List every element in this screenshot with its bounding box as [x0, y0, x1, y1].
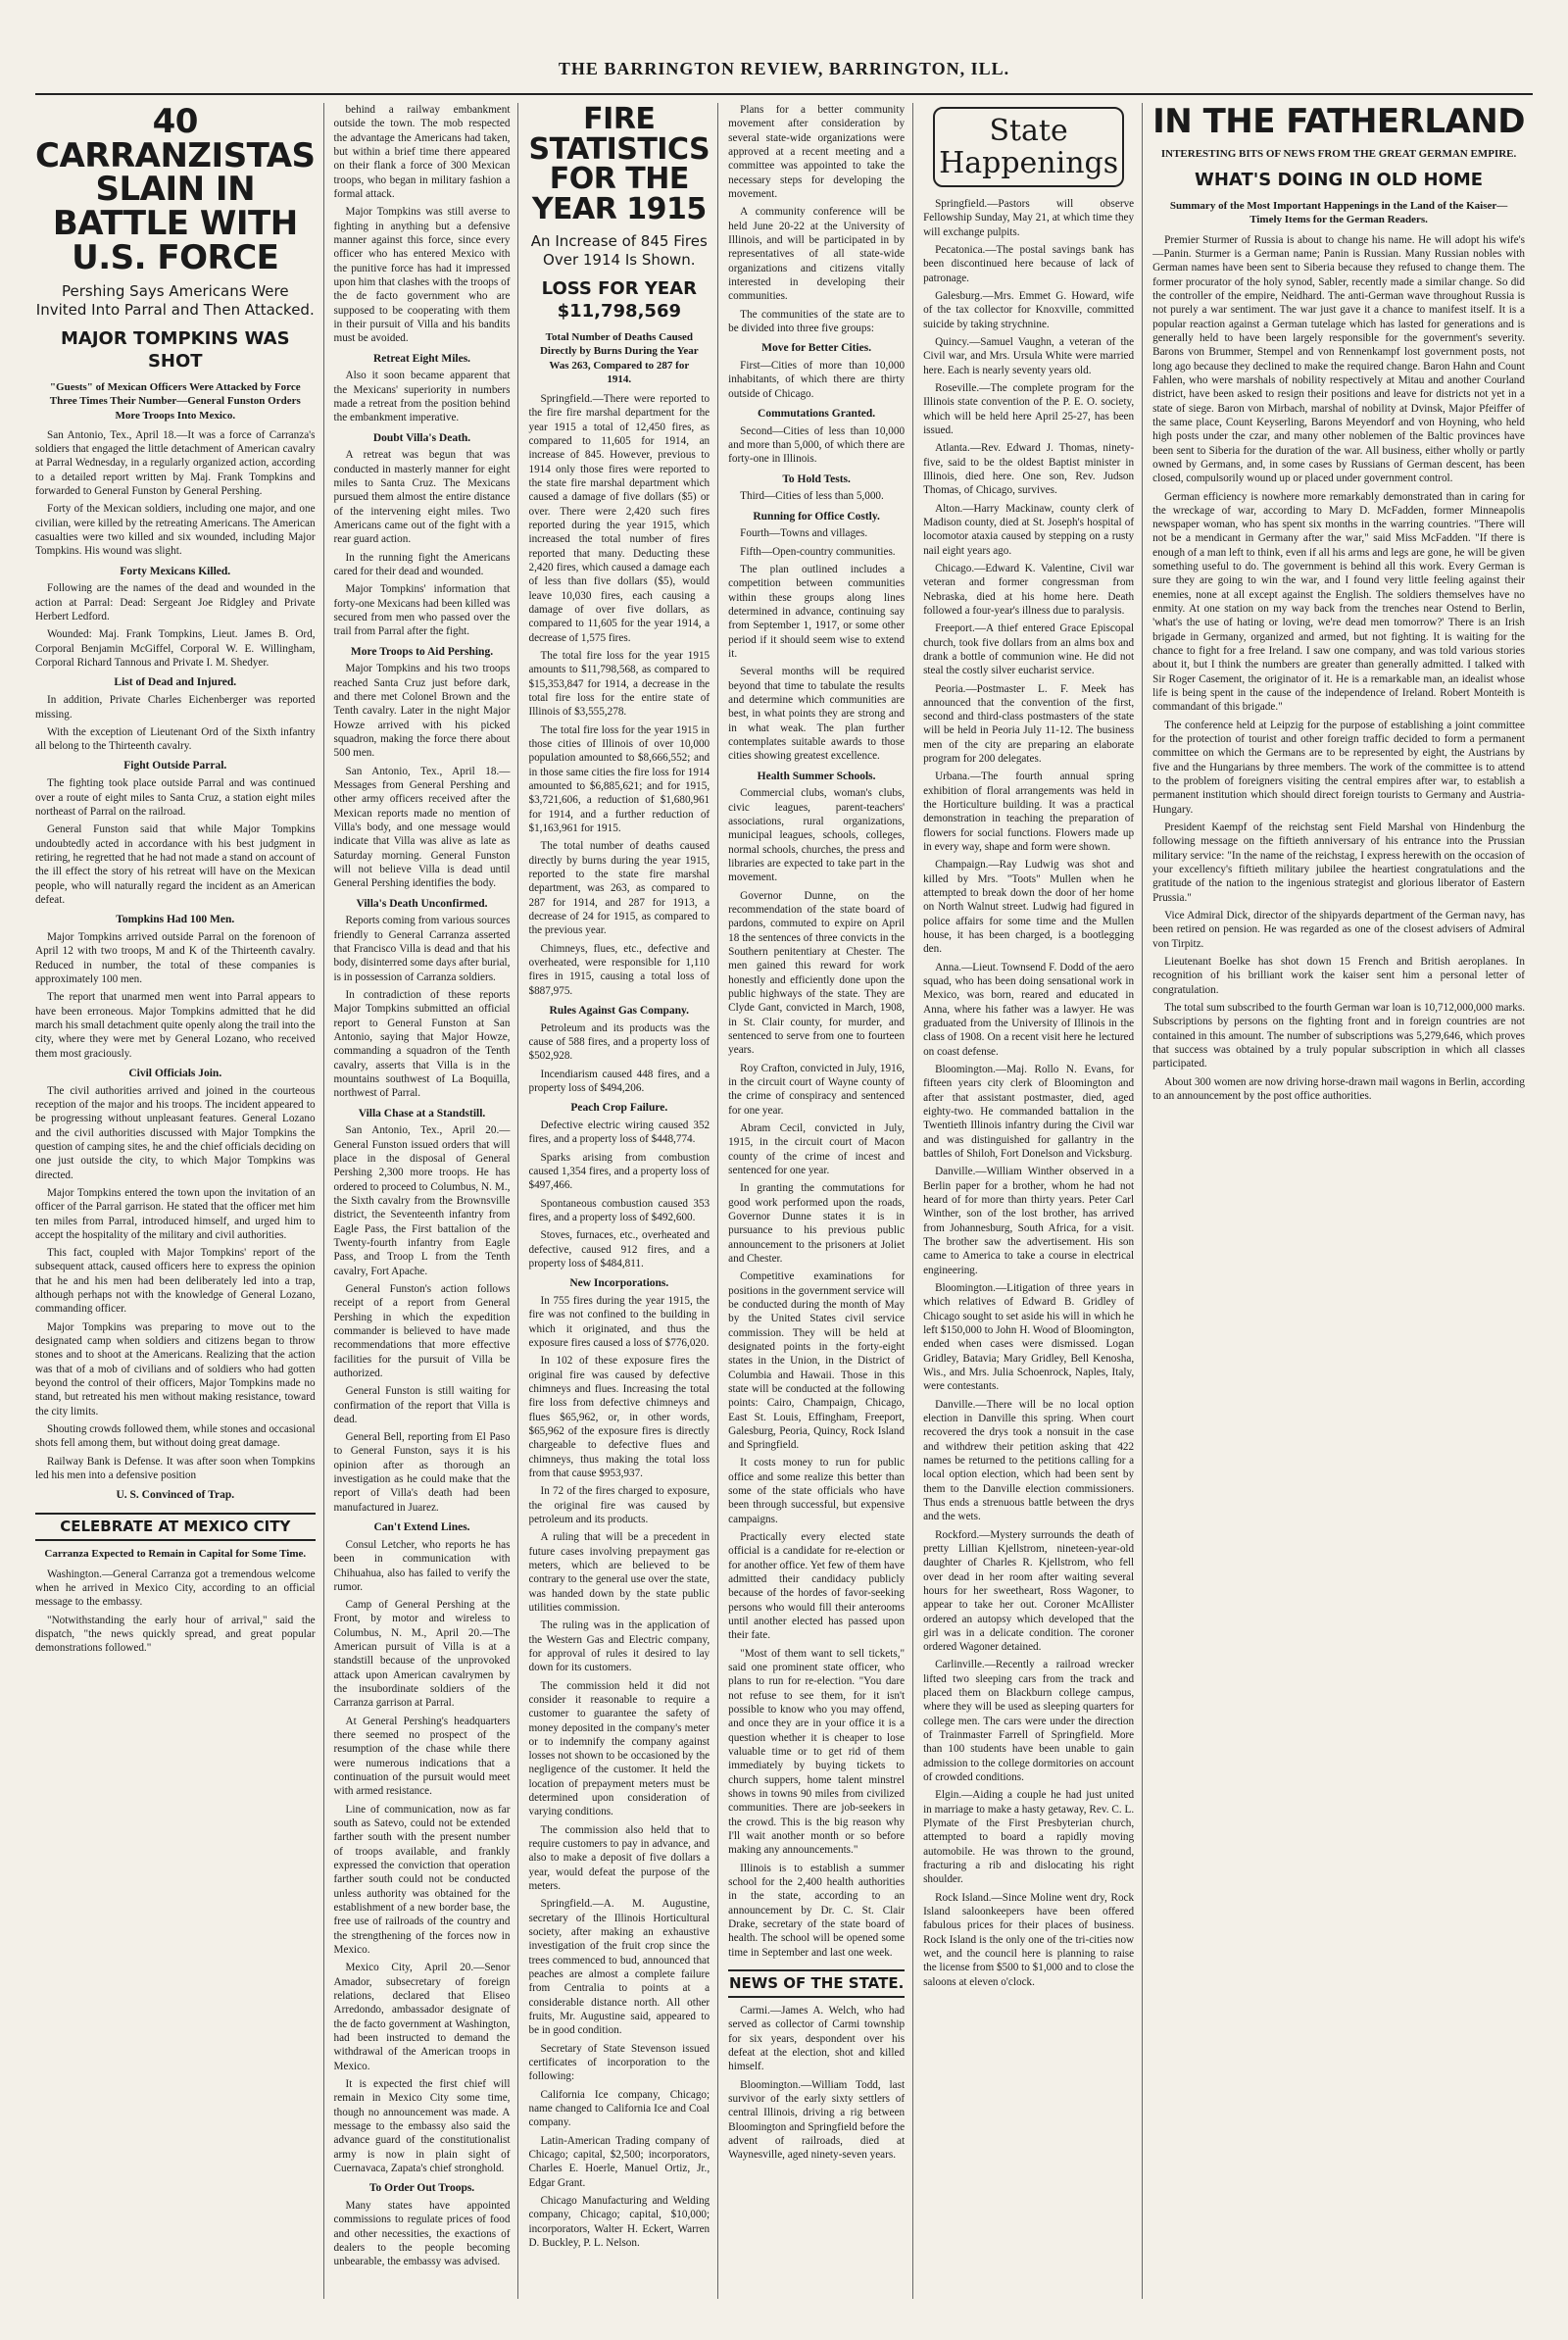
- article-body-col3: [528, 392, 710, 2250]
- paragraph: Bloomington.—Litigation of three years in which relatives of Edward B. Gridley of Chicago sought to set aside his will in which he left $150,000 to John H. Wood of Bloomington, ended when cases were dismissed. Logan Gridley, Batavia; Mary Gridley, Bell Kenosha, Wis., and Mrs. Julia Schoenrock, Naples, Italy, were contestants.: [923, 1281, 1135, 1393]
- paragraph: Springfield.—A. M. Augustine, secretary of the Illinois Horticultural society, after making an exhaustive investigation of the fruit crop since the trees commenced to bud, announced that peaches are almost a complete failure from Centralia to points at a considerable distance north. All other fruits, Mr. Augustine said, appeared to be in good condition.: [528, 1898, 710, 2037]
- deck-pershing: Pershing Says Americans Were Invited Into Parral and Then Attacked.: [35, 282, 315, 320]
- subhead: Tompkins Had 100 Men.: [116, 914, 235, 926]
- paragraph: A ruling that will be a precedent in future cases involving prepayment gas meters, which are believed to be contrary to the general use over the state, was handed down by the state public utilities commission.: [528, 1531, 710, 1614]
- headline-fire-statistics: FIRE STATISTICS FOR THE YEAR 1915: [528, 102, 710, 226]
- paragraph: Roseville.—The complete program for the Illinois state convention of the P. E. O. society, which will be held here April 25-27, has been issued.: [923, 381, 1135, 436]
- deck-loss: LOSS FOR YEAR $11,798,569: [541, 277, 697, 322]
- paragraph: Commercial clubs, woman's clubs, civic leagues, parent-teachers' associations, rural organizations, municipal leagues, schools, colleges, normal schools, churches, the press and libraries are expected to take part in the movement.: [728, 787, 906, 884]
- paragraph: Latin-American Trading company of Chicago; capital, $2,500; incorporators, Charles E. Hoerle, Manuel Ortiz, Jr., Edgar Grant.: [528, 2134, 710, 2189]
- deck-carranza-capital: Carranza Expected to Remain in Capital for Some Time.: [44, 1548, 307, 1561]
- paragraph: Governor Dunne, on the recommendation of the state board of pardons, commuted to expire on April 18 the sentences of three convicts in the Southern penitentiary at Chester. The men gained this reward for work honestly and efficiently done upon the public highways of the state. They are Clyde Gant, convicted in March, 1908, in St. Clair county, for murder, and sentenced to serve from one to fourteen years.: [728, 889, 906, 1057]
- column-5: [923, 103, 1143, 2299]
- paragraph: Vice Admiral Dick, director of the shipyards department of the German navy, has been retired on pension. He was regarded as one of the closest advisers of Admiral von Tirpitz.: [1152, 910, 1525, 950]
- subhead: Forty Mexicans Killed.: [120, 565, 231, 577]
- paragraph: Fourth—Towns and villages.: [740, 527, 868, 540]
- paragraph: The total fire loss for the year 1915 amounts to $11,798,568, as compared to $15,353,847 for 1914, a decrease in the total fire loss for the entire state of Illinois of $3,555,278.: [528, 650, 710, 719]
- paragraph: In the running fight the Americans cared for their dead and wounded.: [333, 551, 511, 577]
- paragraph: Shouting crowds followed them, while stones and occasional shots fell among them, but without doing great damage.: [35, 1423, 316, 1450]
- paragraph: General Bell, reporting from El Paso to General Funston, says it is his opinion after as thorough an investigation as he could make that the report of Villa's death had been manufactured in Juarez.: [333, 1431, 511, 1514]
- paragraph: With the exception of Lieutenant Ord of the Sixth infantry all belong to the Thirteenth cavalry.: [35, 725, 316, 753]
- paragraph: "Most of them want to sell tickets," said one prominent state officer, who plans to run for re-election. "You dare not refuse to see them, for it isn't possible to know who you may offend, and once they are in your office it is a question whether it is cheaper to lose valuable time or to get rid of them immediately by buying tickets to church suppers, home talent minstrel shows in towns 90 miles from civilized communities. There are job-seekers in the crowd. This is the big reason why I'll wait another month or so before making any announcements.": [728, 1647, 906, 1857]
- paragraph: Chicago Manufacturing and Welding company, Chicago; capital, $10,000; incorporators, Walter H. Eckert, Warren D. Buckley, P. L. Nelson.: [528, 2195, 710, 2249]
- paragraph: Incendiarism caused 448 fires, and a property loss of $494,206.: [528, 1068, 710, 1094]
- paragraph: In addition, Private Charles Eichenberger was reported missing.: [35, 694, 316, 721]
- paragraph: Sparks arising from combustion caused 1,354 fires, and a property loss of $497,466.: [528, 1151, 710, 1192]
- subhead: U. S. Convinced of Trap.: [116, 1489, 235, 1502]
- paragraph: "Notwithstanding the early hour of arrival," said the dispatch, "the news quickly spread, and great popular demonstrations followed.": [35, 1614, 316, 1655]
- paragraph: Defective electric wiring caused 352 fires, and a property loss of $448,774.: [528, 1119, 710, 1146]
- paragraph: Major Tompkins' information that forty-one Mexicans had been killed was secured from men who passed over the trail from Parral after the fight.: [333, 583, 511, 638]
- paragraph: Springfield.—There were reported to the fire fire marshal department for the year 1915 a total of 12,450 fires, as compared to 11,605 for 1914, an increase of 845. However, previous to 1914 only those fires were reported to the state fire marshal department which caused a damage of five dollars ($5) or over. There were 2,420 such fires reported during the year 1915, which increased the total number of fires reported that many. Deducting these 2,420 fires, which caused a damage each of less than five dollars ($5), would leave 10,030 fires, each causing a damage of over five dollars, as compared to 11,605 for the year 1914, a decrease of 1,575 fires.: [528, 393, 710, 644]
- article-body-col4: [728, 103, 905, 1960]
- paragraph: The communities of the state are to be divided into three five groups:: [728, 308, 906, 334]
- deck-interesting-bits: INTERESTING BITS OF NEWS FROM THE GREAT GERMAN EMPIRE.: [1160, 147, 1517, 160]
- paragraph: Danville.—William Winther observed in a Berlin paper for a brother, whom he had not heard of for more than thirty years. Peter Carl Winther, son of the lost brother, has arrived from Johannesburg, South Africa, for a visit. The brother saw the advertisement. His son came to America to take a course in electrical engineering.: [923, 1166, 1135, 1276]
- paragraph: General Funston said that while Major Tompkins undoubtedly acted in accordance with his best judgment in retiring, he regretted that he had not made a stand on account of the ill effect the story of his retreat will have on the Mexican people, who will naturally regard the incident as an American defeat.: [35, 823, 316, 906]
- section-title-news-of-state: NEWS OF THE STATE.: [728, 1969, 905, 1998]
- paragraph: Quincy.—Samuel Vaughn, a veteran of the Civil war, and Mrs. Ursula White were married here. Each is nearly seventy years old.: [923, 335, 1135, 376]
- article-body-col6: [1152, 233, 1525, 1104]
- paragraph: The total number of deaths caused directly by burns during the year 1915, reported to the state fire marshal department, was 263, as compared to 287 for 1914, and 287 for 1913, a decrease of 24 for 1915, as compared to the previous year.: [528, 840, 710, 937]
- subhead: Running for Office Costly.: [753, 510, 880, 523]
- paragraph: Lieutenant Boelke has shot down 15 French and British aeroplanes. In recognition of his brilliant work the kaiser sent him a personal letter of congratulation.: [1152, 956, 1525, 996]
- paragraph: The civil authorities arrived and joined in the courteous reception of the major and his troops. The incident appeared to be progressing without unpleasant features. General Lozano and the civil authorities discussed with Major Tompkins the question of camping sites, he and the chief officials deciding on one just outside the city, to which Major Tompkins was directed.: [35, 1084, 316, 1181]
- deck-deaths: Total Number of Deaths Caused Directly by Burns During the Year Was 263, Compared to 287 for 1914.: [539, 330, 699, 385]
- paragraph: Major Tompkins was still averse to fighting in anything but a defensive manner against this force, since every officer who has entered Mexico with the punitive force has had it impressed upon him that clashes with the troops of the de facto government who are supposed to be cooperating with them in their pursuit of Villa and his bandits must be avoided.: [333, 206, 511, 345]
- subhead: Villa's Death Unconfirmed.: [356, 897, 488, 910]
- subhead: More Troops to Aid Pershing.: [350, 645, 494, 658]
- paragraph: Wounded: Maj. Frank Tompkins, Lieut. James B. Ord, Corporal Benjamin McGiffel, Corporal W. E. Willingham, Corporal Richard Tannous and Private I. M. Shedyer.: [35, 628, 316, 670]
- paragraph: Peoria.—Postmaster L. F. Meek has announced that the convention of the first, second and third-class postmasters of the state will be held in Peoria July 11-12. The business men of the city are preparing an elaborate program for 200 delegates.: [923, 682, 1135, 766]
- article-body-col2: [334, 103, 511, 2269]
- deck-summary: Summary of the Most Important Happenings in the Land of the Kaiser—Timely Items for the German Readers.: [1169, 200, 1508, 226]
- paragraph: Danville.—There will be no local option election in Danville this spring. When court recovered the drys took a nonsuit in the case and withdrew their petition asking that 422 names be returned to the petitions calling for a local option election, which had been sent by them to the Danville election commissioners. Thus ends a strenuous battle between the drys and the wets.: [923, 1398, 1135, 1523]
- paragraph: Urbana.—The fourth annual spring exhibition of floral arrangements was held in the Horticulture building. It was a practical demonstration in teaching the preparation of flowers for social functions. Flowers made up in every way, shape and form were shown.: [923, 771, 1135, 854]
- column-4: [728, 103, 913, 2299]
- article-body-col5: [923, 197, 1134, 1989]
- paragraph: Petroleum and its products was the cause of 588 fires, and a property loss of $502,928.: [528, 1021, 710, 1063]
- subhead: Can't Extend Lines.: [373, 1521, 470, 1534]
- paragraph: Line of communication, now as far south as Satevo, could not be extended farther south with the present number of troops available, and frankly expressed the conviction that operation farther south could not be conducted unless authority was obtained for the establishment of a new border base, the free use of railroads of the country and the strengthening of the forces now in Mexico.: [333, 1803, 511, 1957]
- headline-carranzistas: 40 CARRANZISTAS SLAIN IN BATTLE WITH U.S. FORCE: [35, 102, 316, 277]
- paragraph: behind a railway embankment outside the town. The mob respected the advantage the Americans had taken, but within a brief time there appeared on their flank a force of 300 Mexican troops, who began in military fashion a formal attack.: [333, 104, 511, 200]
- paragraph: Spontaneous combustion caused 353 fires, and a property loss of $492,600.: [528, 1197, 710, 1223]
- deck-tompkins: MAJOR TOMPKINS WAS SHOT: [61, 327, 290, 372]
- paragraph: Plans for a better community movement after consideration by several state-wide organizations were approved at a recent meeting and a committee was appointed to take the necessary steps for developing the movement.: [728, 104, 906, 200]
- paragraph: Secretary of State Stevenson issued certificates of incorporation to the following:: [528, 2042, 710, 2083]
- paragraph: The plan outlined includes a competition between communities within these groups along lines determined in advance, continuing say from September 1, 1917, or some other period if it should seem wise to extend it.: [728, 564, 906, 661]
- paragraph: A retreat was begun that was conducted in masterly manner for eight miles to Santa Cruz. The Mexicans pursued them almost the entire distance of the intervening eight miles. Two Americans came out of the fight with a rear guard action.: [333, 449, 511, 546]
- paragraph: The commission held it did not consider it reasonable to require a customer to guarantee the safety of money deposited in the company's meter or to indemnify the company against losses not shown to be occasioned by the negligence of the customer. It held the location of prepayment meters must be determined upon consideration of varying conditions.: [528, 1679, 710, 1818]
- paragraph: It is expected the first chief will remain in Mexico City some time, though no announcement was made. A message to the embassy also said the advance guard of the constitutionalist army is now in plain sight of Cuernavaca, Zapata's chief stronghold.: [333, 2077, 511, 2174]
- paragraph: Practically every elected state official is a candidate for re-election or for another office. Yet few of them have admitted their candidacy publicly because of the hordes of favor-seeking persons who would fill their anterooms until another elected has passed upon their fate.: [728, 1531, 906, 1642]
- deck-guests: "Guests" of Mexican Officers Were Attacked by Force Three Times Their Number—General Funston Orders More Troops Into Mexico.: [49, 380, 301, 422]
- paragraph: Also it soon became apparent that the Mexicans' superiority in numbers made a retreat from the position behind the embankment imperative.: [333, 370, 511, 424]
- paragraph: The report that unarmed men went into Parral appears to have been erroneous. Major Tompkins admitted that he did march his small detachment quite openly along the trail into the city, where they were met by General Lozano, who received them most graciously.: [35, 991, 316, 1060]
- paragraph: San Antonio, Tex., April 18.—It was a force of Carranza's soldiers that engaged the little detachment of American cavalry at Parral Wednesday, in a regularly organized action, according to a detailed report written by Maj. Frank Tompkins and forwarded to General Funston by General Pershing.: [35, 428, 316, 498]
- paragraph: Consul Letcher, who reports he has been in communication with Chihuahua, also has failed to verify the rumor.: [333, 1538, 511, 1593]
- subhead: Retreat Eight Miles.: [372, 352, 471, 365]
- headline-fatherland: IN THE FATHERLAND: [1152, 102, 1525, 141]
- paragraph: Rock Island.—Since Moline went dry, Rock Island saloonkeepers have been offered fabulous prices for their places of business. Rock Island is the only one of the tri-cities now wet, and the council here is planning to raise the license from $500 to $1,000 and to close the saloons at eleven o'clock.: [923, 1891, 1135, 1988]
- subhead: Commutations Granted.: [758, 407, 876, 420]
- masthead-rule: [35, 93, 1533, 95]
- paragraph: Premier Sturmer of Russia is about to change his name. He will adopt his wife's—Panin. Sturmer is a German name; Panin is Russian. Many Russian nobles with German names have been sent to Siberia because they refused to change them. The former procurator of the holy synod, Sabler, recently made a similar change. So did the controller of the empire, Neidhard. The anti-German wave throughout Russia is not purely a war sentiment. The war just gave it a chance to manifest itself. It is a popular reaction against a German tutelage which has lasted for generations and is generally held to have been largely responsible for the government's severity. Barons von Brummer, Stempel and von Rennenkampf lost government posts, not long ago because they declined to make the required change. Baron Hahn and Count Fahlen, who were marshals of nobility respectively at Mitau and another Courland district, have been asked to resign their positions and leave for districts not yet in a state of siege. Baron von Mirbach, marshal of nobility at Dvinsk, Major Pfeiffer of the same place, Count Keyserling, Barons Meyendorf and von Hoyning, who held high posts under the czar, and many other noblemen of the Baltic provinces have been sent to Siberia for the duration of the war. All business, either wholly or partly owned by Germans, and, in some cases by Russians of German descent, has been closed, compulsorily wound up or placed under government control.: [1152, 233, 1525, 485]
- subhead: Peach Crop Failure.: [570, 1102, 668, 1115]
- section-title-state-happenings: State Happenings: [933, 107, 1124, 187]
- columns: [35, 103, 1533, 2299]
- subhead: Fight Outside Parral.: [123, 760, 227, 772]
- paragraph: Elgin.—Aiding a couple he had just united in marriage to make a hasty getaway, Rev. C. L. Plymate of the First Presbyterian church, attempted to board a rapidly moving automobile. He was thrown to the ground, fracturing a rib and dislocating his right shoulder.: [923, 1789, 1135, 1886]
- paragraph: Competitive examinations for positions in the government service will be conducted during the month of May by the United States civil service commission. They will be held at designated points in the forty-eight states in the Union, in the District of Columbia and Hawaii. Those in this state will be conducted at the following points: Cairo, Champaign, Chicago, East St. Louis, Effingham, Freeport, Galesburg, Peoria, Quincy, Rock Island and Springfield.: [728, 1270, 906, 1452]
- paragraph: Springfield.—Pastors will observe Fellowship Sunday, May 21, at which time they will exchange pulpits.: [923, 198, 1135, 238]
- paragraph: Washington.—General Carranza got a tremendous welcome when he arrived in Mexico City, according to an official message to the embassy.: [35, 1568, 316, 1609]
- section-title-celebrate: CELEBRATE AT MEXICO CITY: [35, 1513, 316, 1541]
- paragraph: Several months will be required beyond that time to tabulate the results and determine which communities are best, in what points they are strong and in what weak. The plan further contemplates suitable awards to those cities showing greatest excellence.: [728, 666, 906, 763]
- paragraph: The conference held at Leipzig for the purpose of establishing a joint committee for the protection of tourist and other foreign traffic decided to form a permanent committee on which the Germans are to be represented by eight, the Austrians by five and the Hungarians by three members. The work of the committee is to attend to the problem of foreigners visiting the central empires after war, to establish a permanent institution which should direct foreign tourists to Germany and Austria-Hungary.: [1152, 719, 1525, 816]
- paragraph: Chimneys, flues, etc., defective and overheated, were responsible for 1,110 fires in 1915, causing a total loss of $887,975.: [528, 942, 710, 997]
- paragraph: Illinois is to establish a summer school for the 2,400 health authorities in the state, according to an announcement by Dr. C. St. Clair Drake, secretary of the state board of health. The school will be opened some time in September and last one week.: [728, 1862, 906, 1959]
- paragraph: In 755 fires during the year 1915, the fire was not confined to the building in which it originated, and thus the exposure fires caused a loss of $776,020.: [528, 1294, 710, 1349]
- paragraph: First—Cities of more than 10,000 inhabitants, of which there are thirty outside of Chicago.: [728, 359, 906, 400]
- paragraph: General Funston is still waiting for confirmation of the report that Villa is dead.: [333, 1385, 511, 1425]
- paragraph: The fighting took place outside Parral and was continued over a route of eight miles to Santa Cruz, a station eight miles northeast of Parral on the railroad.: [35, 777, 316, 818]
- paragraph: Following are the names of the dead and wounded in the action at Parral: Dead: Sergeant Joe Ridgley and Private Herbert Ledford.: [35, 582, 316, 623]
- paragraph: Bloomington.—William Todd, last survivor of the early sixty settlers of central Illinois, driving a rig between Bloomington and Springfield before the advent of railroads, died at Waynesville, aged ninety-seven years.: [728, 2078, 906, 2162]
- paragraph: Fifth—Open-country communities.: [740, 545, 896, 558]
- paragraph: Roy Crafton, convicted in July, 1916, in the circuit court of Wayne county of the crime of conspiracy and sentenced for one year.: [728, 1062, 906, 1117]
- column-2: [334, 103, 519, 2299]
- subhead: New Incorporations.: [569, 1277, 669, 1290]
- paragraph: This fact, coupled with Major Tompkins' report of the subsequent attack, caused officers here to express the opinion that he and his men had been deliberately led into a trap, although perhaps not with the knowledge of General Lozano, commanding officer.: [35, 1247, 316, 1316]
- subhead: Rules Against Gas Company.: [549, 1004, 690, 1017]
- paragraph: Freeport.—A thief entered Grace Episcopal church, took five dollars from an alms box and drank a bottle of communion wine. He did not steal the costly silver eucharist service.: [923, 622, 1135, 677]
- paragraph: San Antonio, Tex., April 18.—Messages from General Pershing and other army officers received after the Mexican reports made no mention of Villa's body, and one message would indicate that Villa was alive as late as Saturday morning. General Funston will not believe Villa is dead until General Pershing identifies the body.: [333, 765, 511, 890]
- column-1: [35, 103, 324, 2299]
- subhead: Health Summer Schools.: [757, 770, 876, 782]
- paragraph: Major Tompkins entered the town upon the invitation of an officer of the Parral garrison. He stated that the officer met him ten miles from Parral, introduced himself, and urged him to accept the hospitality of the military and civil authorities.: [35, 1186, 316, 1241]
- paragraph: The commission also held that to require customers to pay in advance, and also to make a deposit of five dollars a year, would defeat the purpose of the meters.: [528, 1823, 710, 1893]
- subhead: Move for Better Cities.: [761, 342, 872, 355]
- deck-old-home: WHAT'S DOING IN OLD HOME: [1195, 169, 1484, 190]
- paragraph: Major Tompkins and his two troops reached Santa Cruz just before dark, and there met Colonel Brown and the Tenth cavalry. Later in the night Major Howze arrived with his picked squadron, making the force there about 500 men.: [333, 663, 511, 760]
- paragraph: The total sum subscribed to the fourth German war loan is 10,712,000,000 marks. Subscriptions by persons on the fighting front and in foreign countries are not contained in this amount. The number of subscriptions was 5,279,646, which proves that success was obtained by a truly popular subscription in which all classes participated.: [1152, 1001, 1525, 1070]
- article-body-news-of-state: [728, 2004, 905, 2163]
- masthead-title: THE BARRINGTON REVIEW, BARRINGTON, ILL.: [558, 59, 1010, 78]
- paragraph: Forty of the Mexican soldiers, including one major, and one civilian, were killed by the retreating Americans. The American casualties were two killed and six wounded, including Major Tompkins. His wound was slight.: [35, 503, 316, 558]
- paragraph: Reports coming from various sources friendly to General Carranza asserted that Francisco Villa is dead and that his body, disinterred some days after burial, is in possession of Carranza soldiers.: [333, 915, 511, 983]
- paragraph: Second—Cities of less than 10,000 and more than 5,000, of which there are forty-one in Illinois.: [728, 424, 906, 466]
- paragraph: Camp of General Pershing at the Front, by motor and wireless to Columbus, N. M., April 20.—The American pursuit of Villa is at a standstill because of the unprovoked attack upon American cavalrymen by the insubordinate soldiers of the Carranza garrison at Parral.: [333, 1599, 511, 1710]
- paragraph: Pecatonica.—The postal savings bank has been discontinued here because of lack of patronage.: [923, 243, 1135, 284]
- paragraph: In granting the commutations for good work performed upon the roads, Governor Dunne states it is in pursuance to his previous public announcement to the prisoners at Joliet and Chester.: [728, 1182, 906, 1265]
- paragraph: The ruling was in the application of the Western Gas and Electric company, for approval of rules it desired to lay down for its customers.: [528, 1619, 710, 1674]
- subhead: Civil Officials Join.: [128, 1067, 222, 1079]
- paragraph: Chicago.—Edward K. Valentine, Civil war veteran and former congressman from Nebraska, died at his home here. Death followed a four-year's illness due to paralysis.: [923, 562, 1135, 617]
- article-body-col1: [35, 428, 316, 1503]
- paragraph: Major Tompkins arrived outside Parral on the forenoon of April 12 with two troops, M and K of the Thirteenth cavalry. Reduced in number, the total of these companies is approximately 100 men.: [35, 930, 316, 985]
- paragraph: Carlinville.—Recently a railroad wrecker lifted two sleeping cars from the track and placed them on Blackburn college campus, where they will be used as sleeping quarters for college men. The cars were under the direction of Trainmaster Farrell of Springfield. More than 100 students have been unable to gain admission to the college dormitories on account of crowded conditions.: [923, 1659, 1135, 1784]
- paragraph: In contradiction of these reports Major Tompkins submitted an official report to General Funston at San Antonio, saying that Major Howze, commanding a squadron of the Tenth cavalry, asserts that Villa is in the mountains southwest of La Boquilla, northwest of Parral.: [333, 988, 511, 1100]
- deck-increase: An Increase of 845 Fires Over 1914 Is Shown.: [530, 232, 708, 270]
- paragraph: A community conference will be held June 20-22 at the University of Illinois, and will be participated in by representatives of all state-wide organizations and citizens vitally interested in developing their communities.: [728, 206, 906, 303]
- paragraph: Major Tompkins was preparing to move out to the designated camp when soldiers and citizens began to throw stones and to shoot at the Americans. Realizing that the action was that of a mob of civilians and of soldiers who had gotten beyond the control of their officers, Major Tompkins made no stand, but retreated his men without making resistance, toward the city limits.: [35, 1320, 316, 1418]
- subhead: Villa Chase at a Standstill.: [358, 1107, 486, 1120]
- paragraph: In 102 of these exposure fires the original fire was caused by defective chimneys and flues. Increasing the total fire loss from defective chimneys and flues $65,962, or, in other words, $65,962 of the exposure fires is directly chargeable to defective flues and chimneys, thus making the total loss from that cause $953,937.: [528, 1355, 710, 1479]
- paragraph: Carmi.—James A. Welch, who had served as collector of Carmi township for six years, despondent over his defeat at the election, shot and killed himself.: [728, 2005, 906, 2073]
- paragraph: Bloomington.—Maj. Rollo N. Evans, for fifteen years city clerk of Bloomington and after that assistant postmaster, died, aged eighty-two. He commanded battalion in the Twentieth Illinois infantry during the Civil war and was distinguished for gallantry in the battles of Shiloh, Fort Donelson and Vicksburg.: [923, 1064, 1135, 1160]
- paragraph: Third—Cities of less than 5,000.: [740, 490, 884, 503]
- paragraph: Many states have appointed commissions to regulate prices of food and other necessities, the exactions of dealers to the people becoming unbearable, the embassy was advised.: [333, 2200, 511, 2268]
- paragraph: Galesburg.—Mrs. Emmet G. Howard, wife of the tax collector for Knoxville, committed suicide by taking strychnine.: [923, 289, 1135, 330]
- masthead: [35, 59, 1533, 79]
- paragraph: President Kaempf of the reichstag sent Field Marshal von Hindenburg the following message on the fiftieth anniversary of his entrance into the Prussian military service: "In the name of the reichstag, I express herewith on the occasion of your excellency's fiftieth military jubilee the heartiest congratulations and the gratitude of the nation to the ingenious strategist and glorious liberator of Eastern Prussia.": [1152, 821, 1525, 904]
- paragraph: Stoves, furnaces, etc., overheated and defective, caused 912 fires, and a property loss of $484,811.: [528, 1229, 710, 1270]
- paragraph: It costs money to run for public office and some realize this better than some of the state officials who have been through successful, but expensive campaigns.: [728, 1457, 906, 1525]
- paragraph: General Funston's action follows receipt of a report from General Pershing in which the expedition commander is believed to have made recommendations that more effective facilities for the pursuit of Villa be authorized.: [333, 1282, 511, 1379]
- column-3: [528, 103, 718, 2299]
- paragraph: Abram Cecil, convicted in July, 1915, in the circuit court of Macon county of the crime of incest and sentenced for one year.: [728, 1121, 906, 1176]
- paragraph: Champaign.—Ray Ludwig was shot and killed by Mrs. "Toots" Mullen when he attempted to break down the door of her home on North Walnut street. Ludwig had figured in police affairs for some time and the Mullen house, it has been charged, is a bootlegging den.: [923, 859, 1135, 956]
- paragraph: About 300 women are now driving horse-drawn mail wagons in Berlin, according to an announcement by the post office authorities.: [1152, 1075, 1525, 1102]
- paragraph: Railway Bank is Defense. It was after soon when Tompkins led his men into a defensive position: [35, 1455, 316, 1482]
- paragraph: At General Pershing's headquarters there seemed no prospect of the resumption of the chase while there were numerous indications that a continuation of the pursuit would meet with armed resistance.: [333, 1715, 511, 1798]
- article-body-celebrate: [35, 1568, 316, 1656]
- paragraph: German efficiency is nowhere more remarkably demonstrated than in caring for the wreckage of war, according to Mary D. McFadden, former Minneapolis newspaper woman, who has spent six months in the warring countries. "There will not be a mendicant in Germany after the war," said Miss McFadden. "If there is enough of a man left to think, even if all his arms and legs are gone, he will be given something useful to do. The government is behind all this work. Every German is sure they are going to win the war, and I found very little feeling against their enemies, none at all except against the English. The soldiers themselves have no enmity. At one station on my way back from the trenches near Ostend to Berlin, 'what's the use of hating or loving, we're dead men tomorrow?' There is an Irish brigade in Germany, organized and armed, but not fighting. It is waiting for the chance to fight for a free Ireland. I saw one company, and was told various stories about it, but I think the numbers are greater than generally admitted. I talked with Sir Roger Casement, the originator of it. He is a remarkable man, an idealist whose life is being spent in the cause of the independence of Ireland. Robert Monteith is commandant of this brigade.": [1152, 490, 1525, 714]
- paragraph: Rockford.—Mystery surrounds the death of pretty Lillian Kjellstrom, nineteen-year-old daughter of Charles R. Kjellstrom, who fell over dead in her room after waiting several hours for her sweetheart, Ross Wagoner, to appear to take her out. Coroner McAllister ordered an autopsy which developed that the girl was in a delicate condition. The coroner ordered Wagoner detained.: [923, 1528, 1135, 1654]
- paragraph: In 72 of the fires charged to exposure, the original fire was caused by petroleum and its products.: [528, 1485, 710, 1525]
- subhead: Doubt Villa's Death.: [372, 431, 471, 444]
- paragraph: Atlanta.—Rev. Edward J. Thomas, ninety-five, said to be the oldest Baptist minister in Illinois, died here. One son, Rev. Judson Thomas, of Chicago, survives.: [923, 442, 1135, 497]
- paragraph: California Ice company, Chicago; name changed to California Ice and Coal company.: [528, 2088, 710, 2129]
- paragraph: Mexico City, April 20.—Senor Amador, subsecretary of foreign relations, declared that Eliseo Arredondo, ambassador designate of the de facto government at Washington, had been instructed to demand the withdrawal of the American troops in Mexico.: [333, 1962, 511, 2072]
- subhead: To Order Out Troops.: [368, 2182, 475, 2195]
- paragraph: Alton.—Harry Mackinaw, county clerk of Madison county, died at St. Joseph's hospital of locomotor ataxia caused by stepping on a rusty nail eight years ago.: [923, 502, 1135, 557]
- paragraph: The total fire loss for the year 1915 in those cities of Illinois of over 10,000 population amounted to $8,666,552; and in those same cities the fire loss for 1914 amounted to $6,885,621; and for 1915, $3,721,606, a reduction of $1,680,961 for 1914, and a further reduction of $1,163,961 for 1915.: [528, 723, 710, 834]
- paragraph: San Antonio, Tex., April 20.—General Funston issued orders that will place in the disposal of General Pershing 2,300 more troops. He has ordered to proceed to Columbus, N. M., the Sixth cavalry from the Brownsville district, the Seventeenth infantry from Eagle Pass, the First battalion of the Twenty-fourth infantry from Eagle Pass, and Troop L from the Tenth cavalry, Fort Apache.: [333, 1124, 511, 1277]
- subhead: List of Dead and Injured.: [114, 676, 237, 689]
- paragraph: Anna.—Lieut. Townsend F. Dodd of the aero squad, who has been doing sensational work in Mexico, was born, reared and educated in Anna, where his father was a lawyer. He was graduated from the University of Illinois in the class of 1908. On a recent visit here he lectured on coast defense.: [923, 961, 1135, 1058]
- subhead: To Hold Tests.: [782, 473, 851, 485]
- column-6: [1152, 103, 1533, 2299]
